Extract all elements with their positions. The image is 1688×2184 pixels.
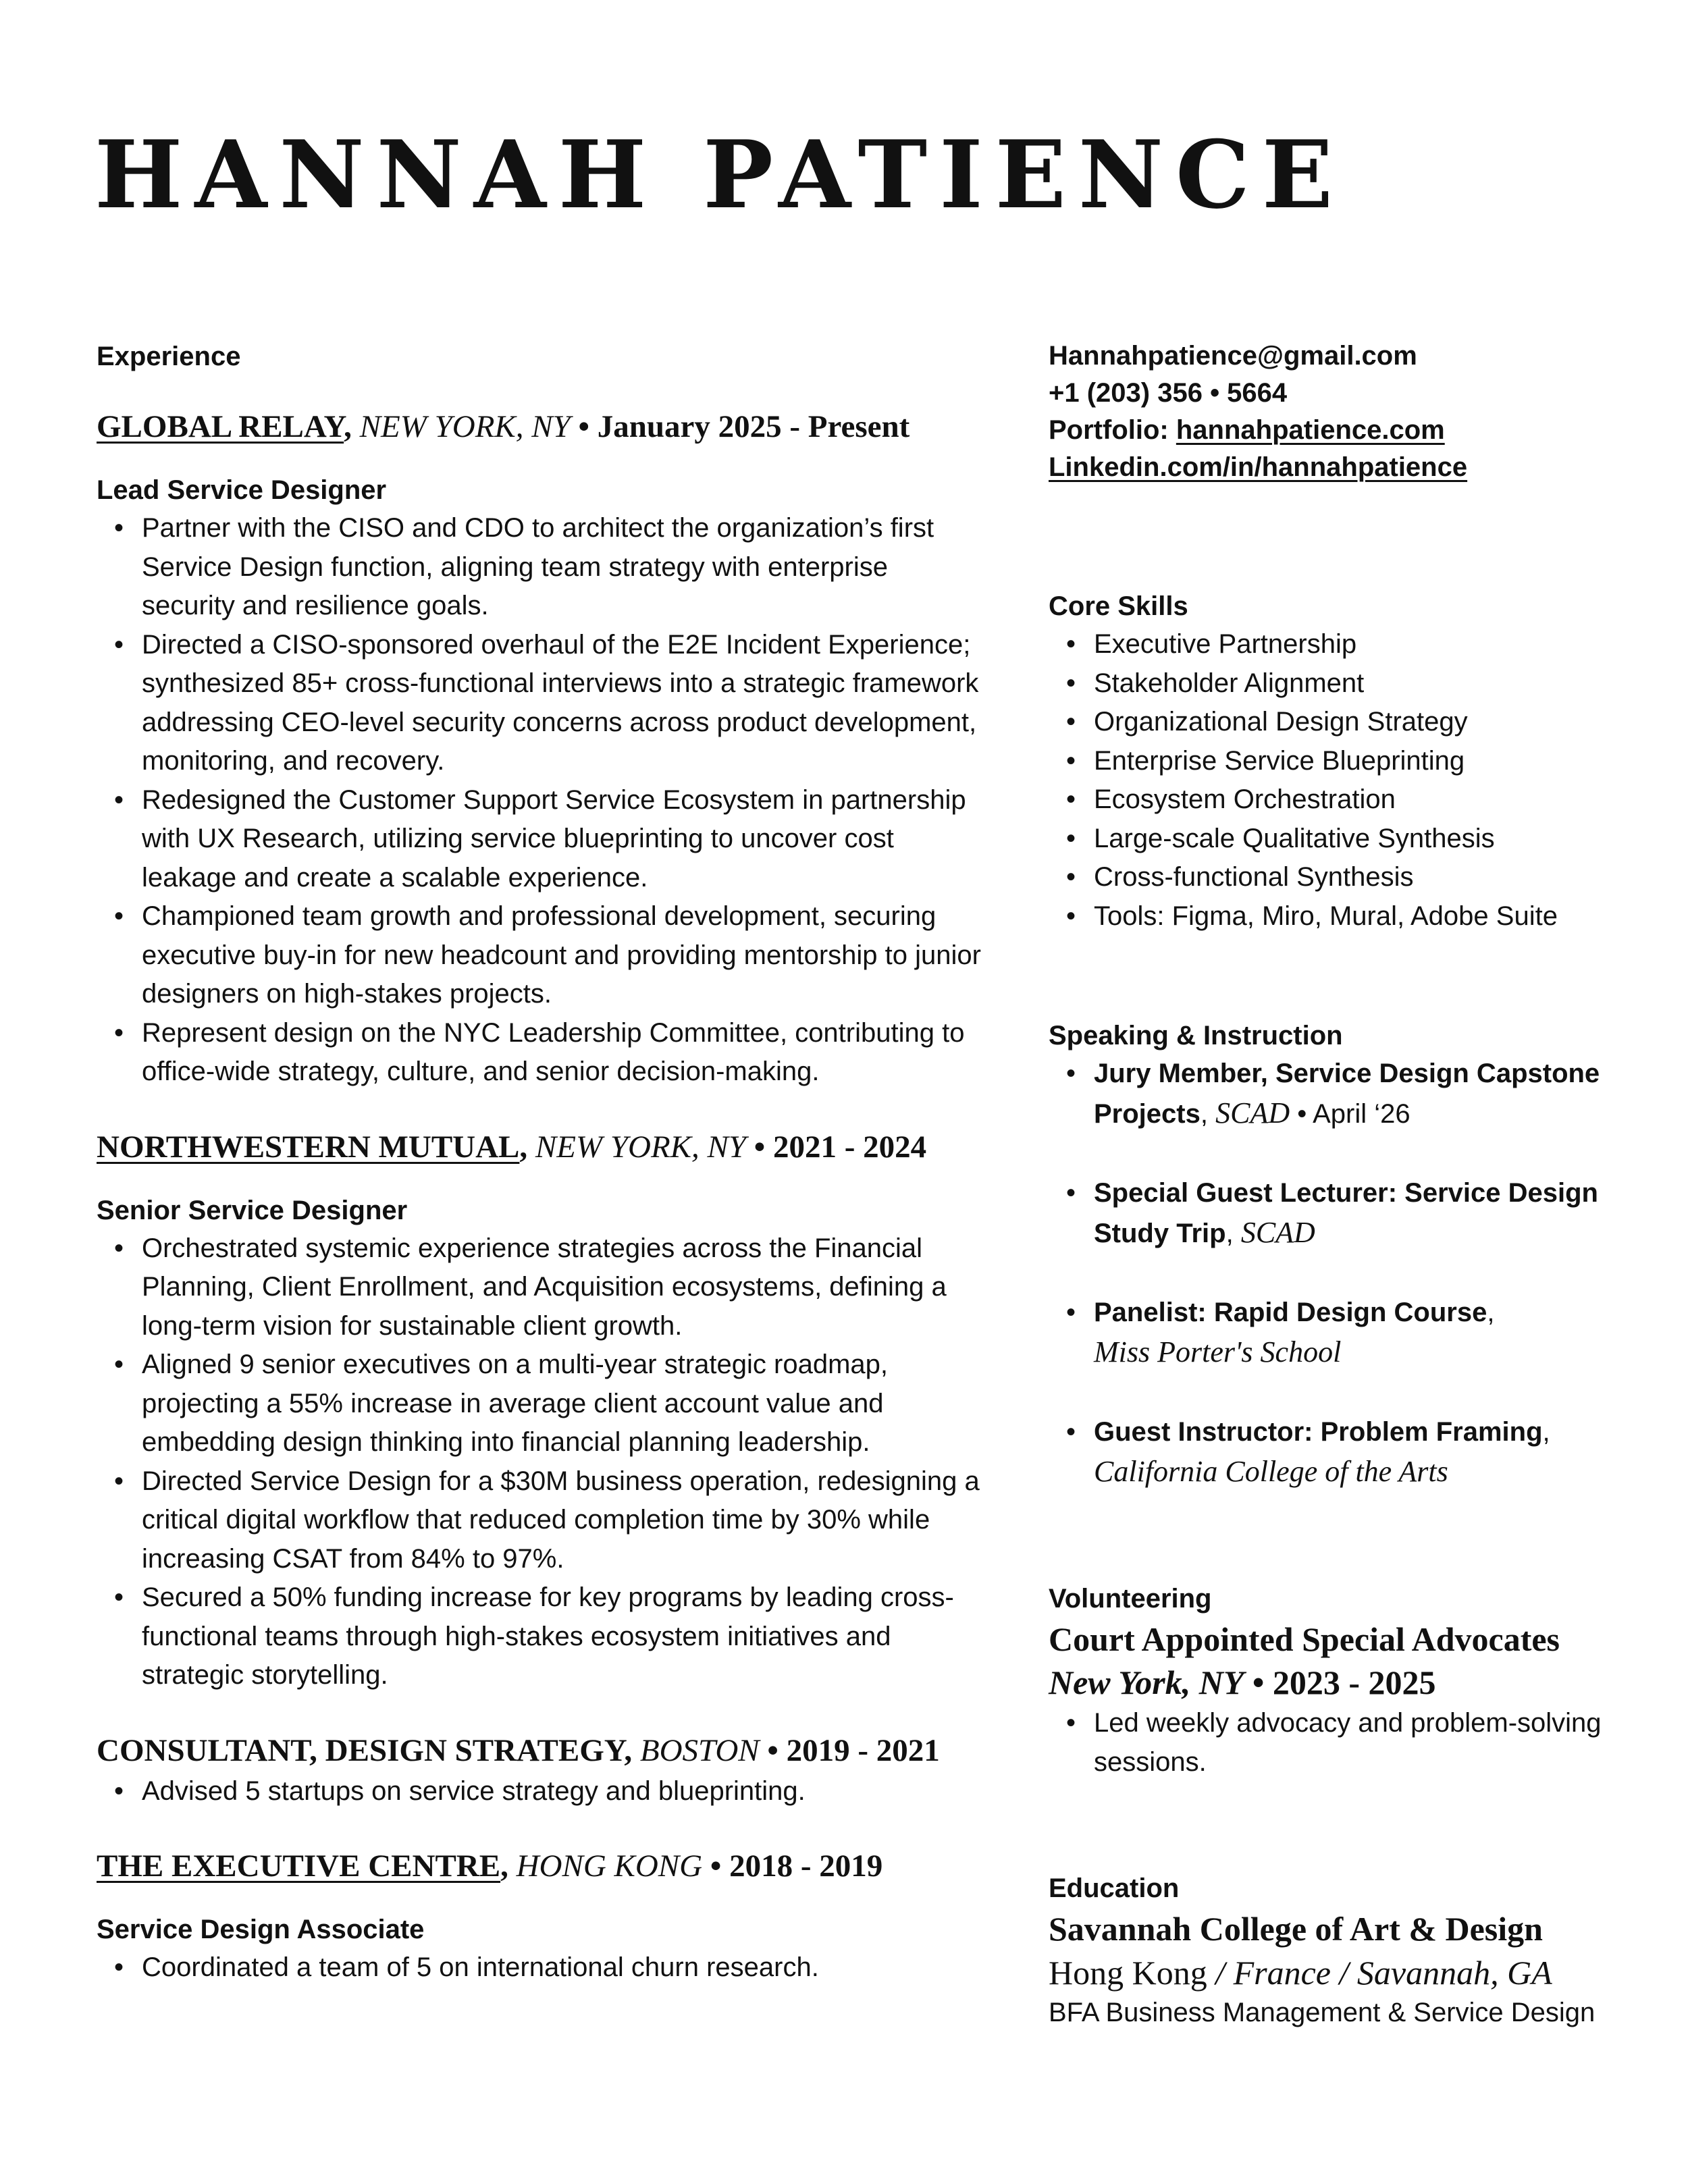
list-item: • Stakeholder Alignment — [1049, 664, 1616, 703]
job-header-consultant: CONSULTANT, DESIGN STRATEGY, BOSTON • 2019 - 2021 — [97, 1732, 940, 1768]
job-location: NEW YORK, NY — [359, 409, 571, 444]
job-role: Lead Service Designer — [97, 475, 387, 505]
speaking-list — [1049, 1055, 1616, 1492]
volunteer-location: New York, NY — [1049, 1663, 1244, 1701]
list-item: • Special Guest Lecturer: Service Design Study Trip, SCAD — [1049, 1174, 1616, 1253]
contact-block — [1049, 338, 1616, 486]
school-name: Savannah College of Art & Design — [1049, 1910, 1543, 1948]
contact-portfolio — [1049, 412, 1616, 449]
linkedin-link[interactable]: Linkedin.com/in/hannahpatience — [1049, 452, 1468, 482]
job-bullets-global-relay — [97, 509, 988, 1092]
volunteering-heading: Volunteering — [1049, 1584, 1212, 1614]
portfolio-link[interactable]: hannahpatience.com — [1176, 415, 1445, 445]
company-name: THE EXECUTIVE CENTRE — [97, 1848, 501, 1884]
portfolio-label: Portfolio: — [1049, 415, 1176, 445]
skills-heading: Core Skills — [1049, 591, 1188, 621]
talk-venue: California College of the Arts — [1094, 1454, 1448, 1488]
list-item: • Tools: Figma, Miro, Mural, Adobe Suite — [1049, 897, 1616, 936]
talk-venue: SCAD — [1215, 1096, 1290, 1129]
list-item: • Cross-functional Synthesis — [1049, 858, 1616, 897]
contact-phone[interactable]: +1 (203) 356 • 5664 — [1049, 378, 1288, 408]
company-name: GLOBAL RELAY — [97, 409, 344, 444]
list-item: • Large-scale Qualitative Synthesis — [1049, 820, 1616, 859]
list-item: • Advised 5 startups on service strategy and blueprinting. — [97, 1772, 988, 1811]
job-location: HONG KONG — [516, 1848, 703, 1884]
job-bullets-consultant — [97, 1772, 988, 1811]
job-dates: 2018 - 2019 — [729, 1848, 883, 1884]
list-item: • Executive Partnership — [1049, 625, 1616, 664]
talk-date: April ‘26 — [1313, 1098, 1410, 1129]
job-dates: 2021 - 2024 — [772, 1129, 927, 1165]
resume-name: HANNAH PATIENCE — [95, 119, 1346, 230]
list-item: • Guest Instructor: Problem Framing, California College of the Arts — [1049, 1413, 1616, 1492]
list-item: • Partner with the CISO and CDO to architect the organization’s first Service Design function, aligning team strategy with enterprise security and resilience goals. — [97, 509, 988, 626]
job-bullets-northwestern-mutual — [97, 1229, 988, 1695]
school-location-main: Hong Kong — [1049, 1954, 1207, 1992]
list-item: • Directed a CISO-sponsored overhaul of the E2E Incident Experience; synthesized 85+ cross-functional interviews into a strategic framework addressing CEO-level security concerns across product development, monitoring, and recovery. — [97, 626, 988, 781]
list-item: • Directed Service Design for a $30M business operation, redesigning a critical digital workflow that reduced completion time by 30% while increasing CSAT from 84% to 97%. — [97, 1462, 988, 1579]
list-item: • Secured a 50% funding increase for key programs by leading cross-functional teams through high-stakes ecosystem initiatives and strategic storytelling. — [97, 1578, 988, 1695]
talk-venue: SCAD — [1240, 1215, 1315, 1249]
list-item: • Represent design on the NYC Leadership Committee, contributing to office-wide strategy, culture, and senior decision-making. — [97, 1014, 988, 1092]
job-dates: 2019 - 2021 — [786, 1732, 940, 1768]
experience-section — [97, 338, 988, 1988]
school-location-rest: / France / Savannah, GA — [1215, 1954, 1552, 1992]
experience-heading: Experience — [97, 342, 241, 371]
company-name: NORTHWESTERN MUTUAL — [97, 1129, 520, 1165]
list-item: • Jury Member, Service Design Capstone Projects, SCAD • April ‘26 — [1049, 1055, 1616, 1134]
list-item: • Championed team growth and professional development, securing executive buy-in for new headcount and providing mentorship to junior designers on high-stakes projects. — [97, 897, 988, 1014]
list-item: • Coordinated a team of 5 on international churn research. — [97, 1948, 988, 1988]
speaking-heading: Speaking & Instruction — [1049, 1021, 1343, 1050]
job-role: Senior Service Designer — [97, 1195, 408, 1225]
list-item: • Panelist: Rapid Design Course, Miss Porter's School — [1049, 1294, 1616, 1373]
list-item: • Orchestrated systemic experience strategies across the Financial Planning, Client Enrollment, and Acquisition ecosystems, defining a long-term vision for sustainable client growth. — [97, 1229, 988, 1346]
job-header-global-relay: GLOBAL RELAY, NEW YORK, NY • January 2025 - Present — [97, 409, 910, 444]
job-dates: January 2025 - Present — [597, 409, 910, 444]
degree: BFA Business Management & Service Design — [1049, 1998, 1595, 2027]
skills-list — [1049, 625, 1616, 936]
school-location — [1049, 1950, 1616, 1995]
volunteer-list — [1049, 1704, 1616, 1782]
talk-role: Jury Member, Service Design Capstone Projects — [1094, 1059, 1600, 1129]
sidebar — [1049, 338, 1616, 2030]
volunteer-org: Court Appointed Special Advocates — [1049, 1620, 1560, 1658]
talk-venue: Miss Porter's School — [1094, 1335, 1342, 1368]
list-item: • Led weekly advocacy and problem-solving sessions. — [1049, 1704, 1616, 1782]
job-role: Service Design Associate — [97, 1915, 425, 1944]
talk-role: Special Guest Lecturer: Service Design Study Trip — [1094, 1178, 1598, 1248]
company-name: CONSULTANT, DESIGN STRATEGY — [97, 1732, 625, 1768]
talk-role: Guest Instructor: Problem Framing — [1094, 1417, 1543, 1447]
talk-role: Panelist: Rapid Design Course — [1094, 1298, 1487, 1327]
volunteer-dates: 2023 - 2025 — [1272, 1663, 1436, 1701]
contact-email[interactable]: Hannahpatience@gmail.com — [1049, 341, 1417, 371]
job-header-northwestern-mutual: NORTHWESTERN MUTUAL, NEW YORK, NY • 2021 - 2024 — [97, 1129, 927, 1165]
list-item: • Aligned 9 senior executives on a multi-year strategic roadmap, projecting a 55% increase in average client account value and embedding design thinking into financial planning leadership. — [97, 1346, 988, 1462]
job-header-executive-centre: THE EXECUTIVE CENTRE, HONG KONG • 2018 - 2019 — [97, 1848, 883, 1884]
list-item: • Ecosystem Orchestration — [1049, 780, 1616, 820]
job-bullets-executive-centre — [97, 1948, 988, 1988]
job-location: BOSTON — [639, 1732, 760, 1768]
list-item: • Enterprise Service Blueprinting — [1049, 742, 1616, 781]
volunteer-location-dates: New York, NY • 2023 - 2025 — [1049, 1663, 1436, 1701]
education-heading: Education — [1049, 1873, 1180, 1903]
job-location: NEW YORK, NY — [535, 1129, 746, 1165]
list-item: • Organizational Design Strategy — [1049, 703, 1616, 742]
list-item: • Redesigned the Customer Support Service Ecosystem in partnership with UX Research, utilizing service blueprinting to uncover cost leakage and create a scalable experience. — [97, 781, 988, 898]
